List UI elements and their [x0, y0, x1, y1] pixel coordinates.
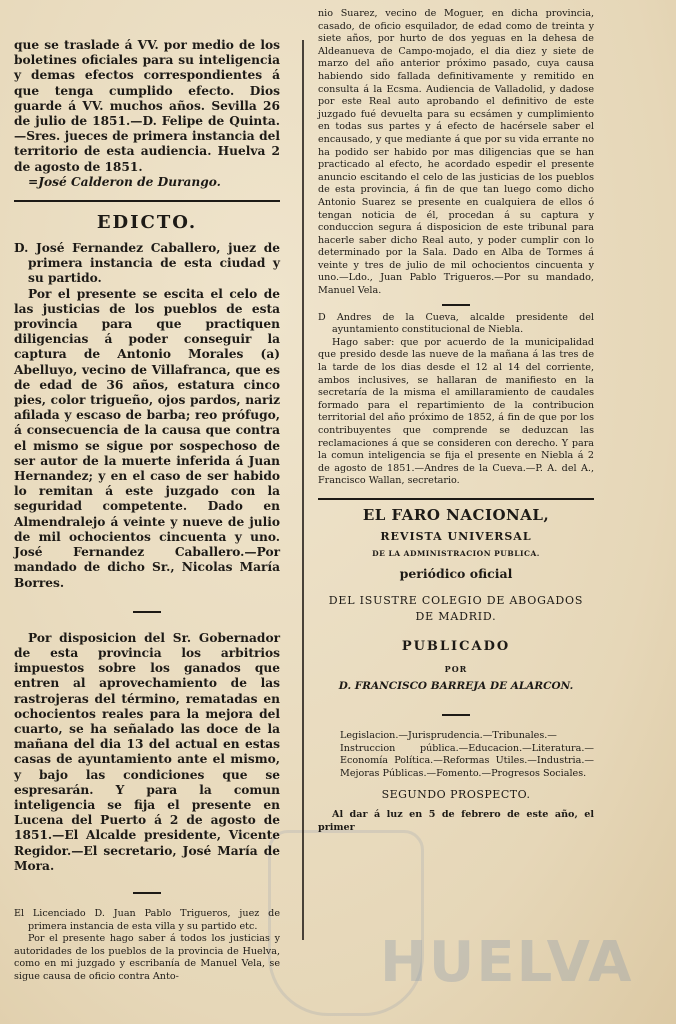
huelva-watermark: HUELVA [380, 930, 634, 995]
revista-line: REVISTA UNIVERSAL [380, 529, 532, 543]
edicto-body: Por el presente se escita el celo de las justicias de los pueblos de esta provincia para que practiquen diligencias á poder conseguir la captura de Antonio Morales (a) Abelluyo, vecino de Villafranca, que es de edad de 36 años, estatura cinco pies, color trigueño, ojos pardos, nariz afilada y escaso de barba; reo prófugo, á consecuencia de la causa que contra el mismo se sigue por sospechoso de ser autor de la muerte inferida á Juan Hernandez; y en el caso de ser habido lo remitan á este juzgado con la seguridad competente. Dado en Almendralejo á veinte y nueve de julio de mil ochocientos cincuenta y uno. José Fernandez Caballero.—Por mandado de dicho Sr., Nicolas María Borres. [14, 286, 280, 590]
short-divider [133, 892, 161, 894]
publicado-line: PUBLICADO [401, 638, 511, 654]
column-divider [302, 40, 304, 940]
administracion-line: DE LA ADMINISTRACION PUBLICA. [372, 548, 540, 558]
periodico-oficial: periódico oficial [399, 565, 513, 581]
trigueros-body: Por el presente hago saber á todos los justicias y autoridades de los pueblos de la provincia de Huelva, como en mi juzgado y escribanía de Manuel Vela, se sigue causa de oficio contra Anto- [14, 933, 280, 982]
audiencia-notice: que se traslade á VV. por medio de los boletines oficiales para su inteligencia y demas efectos correspondientes á que tenga cumplido efecto. Dios guarde á VV. muchos años. Sevilla 26 de julio de 1851.—D. Felipe de Quinta.—Sres. jueces de primera instancia del territorio de esta audiencia. Huelva 2 de agosto de 1851. [14, 38, 280, 174]
gobernador-notice: Por disposicion del Sr. Gobernador de esta provincia los arbitrios impuestos sobre los ganados que entren al aprovechamiento de las rastrojeras del término, rematadas en ochocientos reales para la mejora del cuarto, se ha señalado las doce de la mañana del dia 13 del actual en estas casas de ayuntamiento ante el mismo, y bajo las condiciones que se espresarán. Y para la comun inteligencia se fija el presente en Lucena del Puerto á 2 de agosto de 1851.—El Alcalde presidente, Vicente Regidor.—El secretario, José María de Mora. [14, 630, 280, 873]
left-column [14, 38, 280, 984]
section-rule [318, 498, 594, 500]
right-column [318, 8, 594, 835]
por-line: POR [444, 663, 468, 674]
niebla-heading: D Andres de la Cueva, alcalde presidente del ayuntamiento constitucional de Niebla. [318, 311, 594, 336]
trigueros-continuation: nio Suarez, vecino de Moguer, en dicha provincia, casado, de oficio esquilador, de edad como de treinta y siete años, por hurto de dos yeguas en la dehesa de Aldeanueva de Campo-mojado, el dia diez y siete de marzo del año anterior próximo pasado, cuya causa habiendo sido fallada definitivamente y remitido en consulta á la Ecsma. Audiencia de Valladolid, y dadose por este Real auto aprobando el definitivo de este juzgado fué devuelta para su ecsámen y cumplimiento en todas sus partes y á efecto de hacérsele saber el encausado, y que mediante á que por su vida errante no ha podido ser habido por mas diligencias que se han practicado al efecto, he acordado espedir el presente anuncio escitando el celo de las justicias de los pueblos de esta provincia, á fin de que tan luego como dicho Antonio Suarez se presente en cualquiera de ellos ó tengan noticia de él, procedan á su captura y conduccion segura á disposicion de este tribunal para hacerle saber dicho Real auto, y poder cumplir con lo determinado por la Sala. Dado en Alba de Tormes á veinte y tres de julio de mil ochocientos cincuenta y uno.—Ldo., Juan Pablo Trigueros.—Por su mandado, Manuel Vela. [318, 8, 594, 297]
editor-name: D. FRANCISCO BARREJA DE ALARCON. [338, 679, 574, 692]
niebla-body: Hago saber: que por acuerdo de la municipalidad que presido desde las nueve de la mañana á las tres de la tarde de los dias desde el 12 al 14 del corriente, ambos inclusives, se hallaran de manifiesto en la secretaría de la misma el amillaramiento de caudales formado para el repartimiento de la contribucion territorial del año próximo de 1852, á fin de que por los contribuyentes que comprende se deduzcan las reclamaciones á que se consideren con derecho. Y para la comun inteligencia se fija el presente en Niebla á 2 de agosto de 1851.—Andres de la Cueva.—P. A. del A., Francisco Wallan, secretario. [318, 336, 594, 487]
faro-title: EL FARO NACIONAL, [362, 505, 550, 524]
segundo-prospecto: SEGUNDO PROSPECTO. [381, 788, 531, 802]
short-divider [442, 304, 470, 306]
edicto-title: EDICTO. [96, 212, 198, 234]
prospecto-start: Al dar á luz en 5 de febrero de este año, el primer [318, 809, 594, 833]
colegio-line: DEL ISUSTRE COLEGIO DE ABOGADOS DE MADRID. [328, 593, 584, 623]
materias-list: Legislacion.—Jurisprudencia.—Tribunales.—Instruccion pública.—Educacion.—Literatura.—Economía Política.—Reformas Utiles.—Industria.—Mejoras Públicas.—Fomento.—Progresos Sociales. [340, 729, 594, 779]
section-rule [14, 200, 280, 202]
short-divider [133, 611, 161, 613]
trigueros-heading: El Licenciado D. Juan Pablo Trigueros, juez de primera instancia de esta villa y su partido etc. [14, 907, 280, 932]
short-divider [442, 714, 470, 716]
edicto-judge: D. José Fernandez Caballero, juez de primera instancia de esta ciudad y su partido. [14, 241, 280, 286]
notice-signature: =José Calderon de Durango. [28, 174, 221, 189]
